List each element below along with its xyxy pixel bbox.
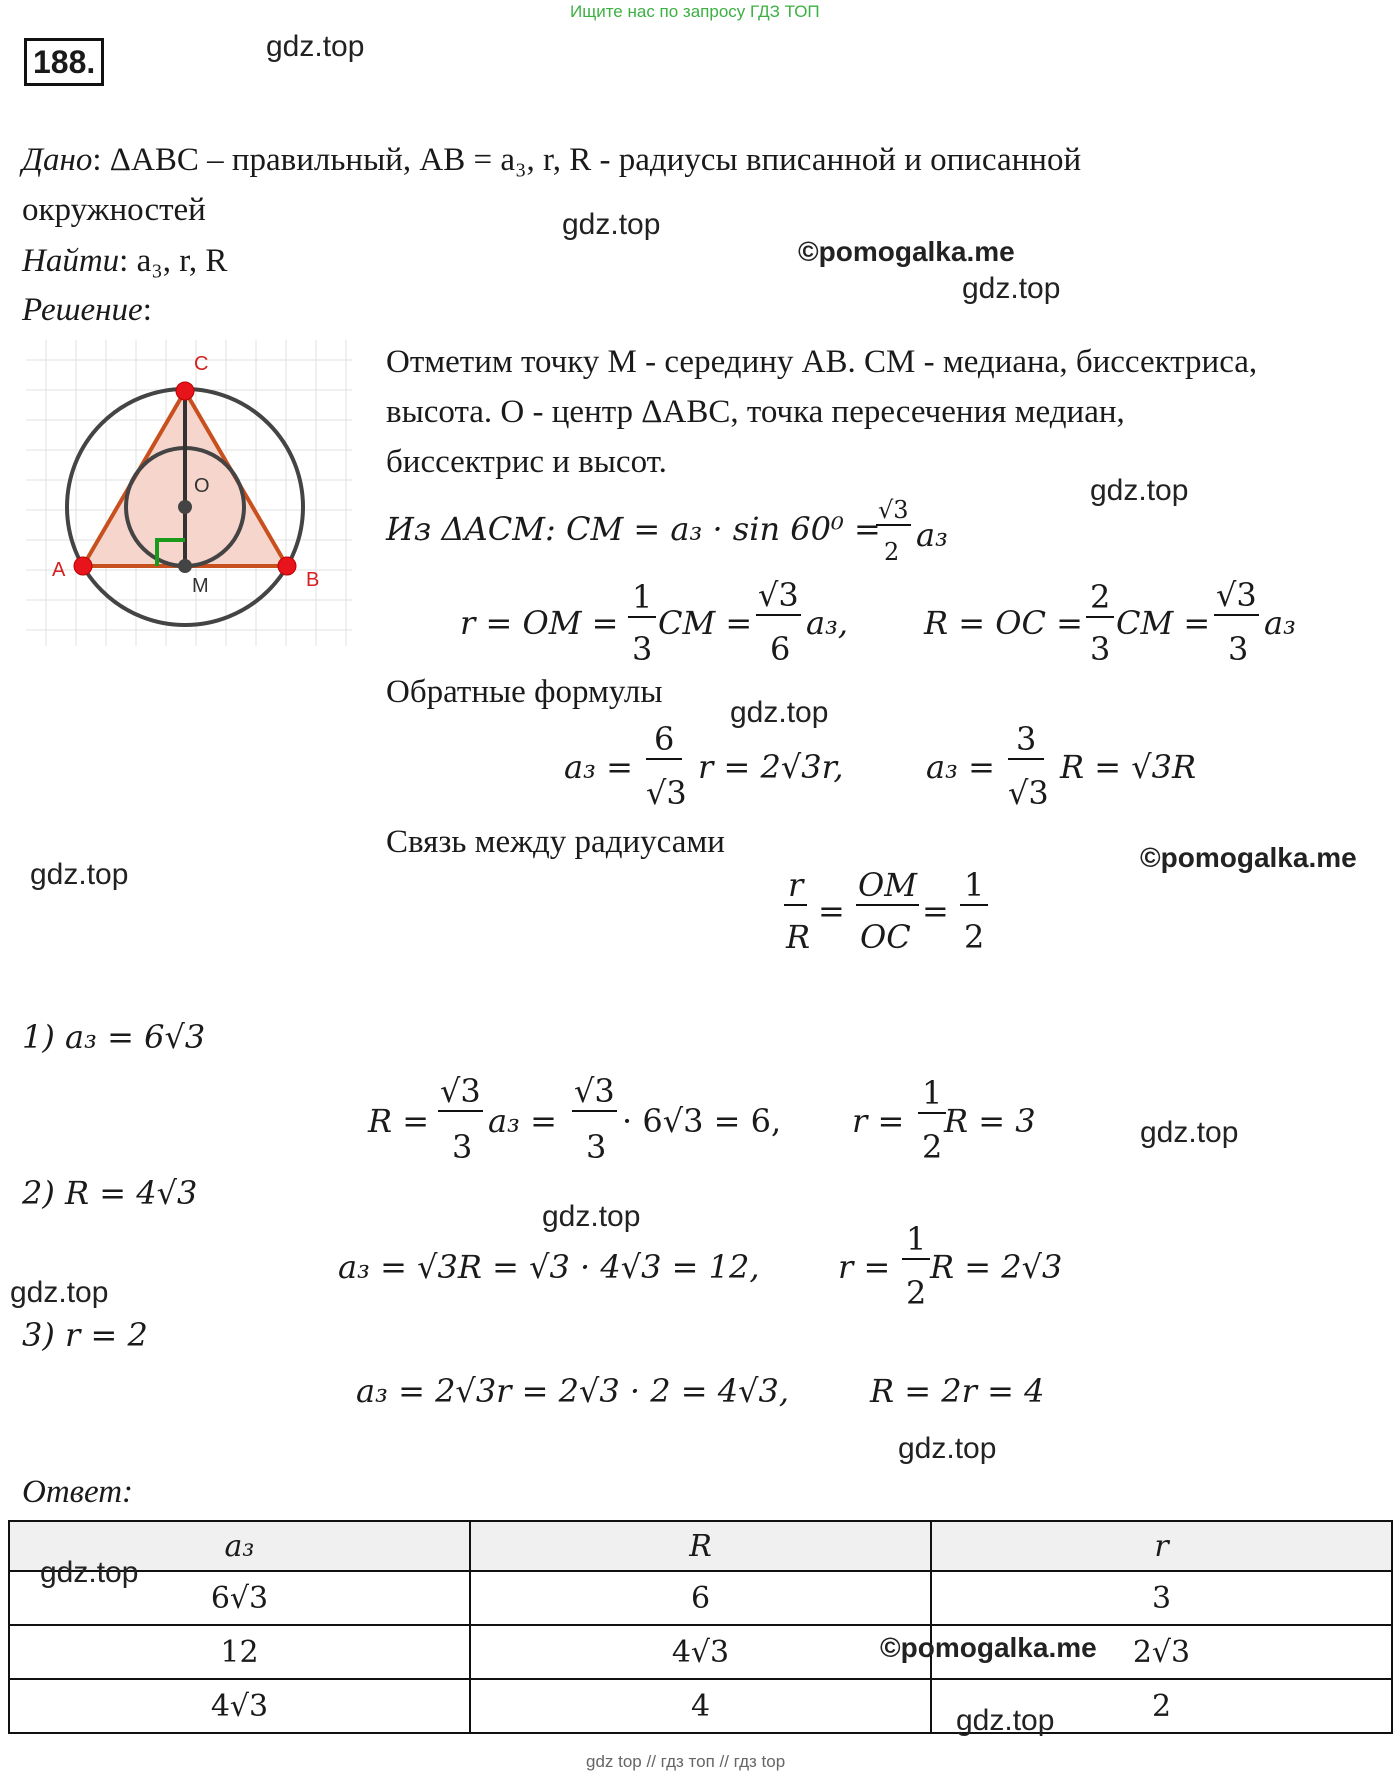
table-cell: 4√3 xyxy=(9,1679,470,1733)
table-cell: 6 xyxy=(470,1571,931,1625)
case2-r-tail: R = 2√3 xyxy=(930,1248,1063,1286)
solution-colon: : xyxy=(142,292,152,328)
answer-label xyxy=(22,1474,133,1511)
frac-1-3-num: 1 xyxy=(628,578,656,618)
case1-r-tail: R = 3 xyxy=(944,1102,1036,1140)
relation-title: Связь между радиусами xyxy=(386,824,725,860)
case1-frac2-num: √3 xyxy=(574,1072,615,1110)
frac-sqrt3-3-den: 3 xyxy=(1228,630,1249,668)
para-1: Отметим точку M - середину AB. CM - медиана, биссектриса, xyxy=(386,344,1258,380)
rel-half-den: 2 xyxy=(964,918,985,956)
rel-R: R xyxy=(786,918,811,956)
given-label: Дано xyxy=(22,142,93,178)
case1-half-num: 1 xyxy=(918,1074,946,1114)
table-cell: 4 xyxy=(470,1679,931,1733)
rel-oc: OC xyxy=(860,918,911,956)
formula-cm xyxy=(386,510,881,548)
case1-a3eq: a₃ = xyxy=(488,1102,557,1140)
problem-number: 188. xyxy=(24,38,104,86)
answer-colon: : xyxy=(122,1474,134,1510)
label-o: O xyxy=(194,475,210,497)
watermark-gdz: gdz.top xyxy=(730,696,829,729)
rel-eq-2: = xyxy=(922,892,949,930)
frac-2-3-den: 3 xyxy=(1090,630,1111,668)
answer-header-row xyxy=(9,1521,1392,1571)
label-a: A xyxy=(52,559,66,581)
case2-half-num: 1 xyxy=(902,1220,930,1260)
case3-line: a₃ = 2√3r = 2√3 · 2 = 4√3, xyxy=(356,1372,790,1410)
inv2-right: R = √3R xyxy=(1060,748,1197,786)
frac-2-den: 2 xyxy=(884,538,900,566)
answer-label-text: Ответ xyxy=(22,1474,123,1510)
watermark-gdz: gdz.top xyxy=(1140,1116,1239,1149)
find-label: Найти xyxy=(22,243,120,279)
formula-cm-text: Из ΔACM: CM = a₃ · sin 60⁰ = xyxy=(386,510,881,548)
table-cell: 6√3 xyxy=(9,1571,470,1625)
frac-1-3-den: 3 xyxy=(632,630,653,668)
case1-tail: · 6√3 = 6, xyxy=(622,1102,782,1140)
watermark-gdz: gdz.top xyxy=(956,1704,1055,1737)
find-line xyxy=(22,243,227,280)
table-row xyxy=(9,1679,1392,1733)
point-a xyxy=(74,557,92,575)
watermark-gdz: gdz.top xyxy=(1090,474,1189,507)
watermark-pomogalka: ©pomogalka.me xyxy=(1140,842,1357,873)
watermark-pomogalka: ©pomogalka.me xyxy=(880,1632,1097,1663)
table-row xyxy=(9,1625,1392,1679)
rel-om: OM xyxy=(858,866,917,904)
case2-half-den: 2 xyxy=(906,1274,927,1312)
find-text: : a₃, r, R xyxy=(119,243,228,279)
case1-frac1-den: 3 xyxy=(452,1128,473,1166)
frac-sqrt3-6-num: √3 xyxy=(758,576,799,614)
triangle-figure xyxy=(26,340,352,646)
given-text: : ΔABC – правильный, AB = a₃, r, R - радиусы вписанной и описанной xyxy=(92,142,1082,178)
table-row xyxy=(9,1571,1392,1625)
solution-line xyxy=(22,292,152,329)
para-2: высота. O - центр ΔABC, точка пересечения медиан, xyxy=(386,394,1125,430)
point-b xyxy=(278,557,296,575)
given-line-1 xyxy=(22,142,1081,179)
case2-title: 2) R = 4√3 xyxy=(22,1174,198,1212)
inv1-den: √3 xyxy=(646,774,687,812)
watermark-gdz: gdz.top xyxy=(898,1432,997,1465)
table-cell: 12 xyxy=(9,1625,470,1679)
watermark-gdz: gdz.top xyxy=(562,208,661,241)
case2-line: a₃ = √3R = √3 · 4√3 = 12, xyxy=(338,1248,760,1286)
label-c: C xyxy=(194,353,209,375)
frac-sqrt3-num: √3 xyxy=(878,496,909,524)
watermark-gdz: gdz.top xyxy=(266,30,365,63)
label-m: M xyxy=(192,575,209,597)
case2-r-left: r = xyxy=(838,1248,891,1286)
top-search-link[interactable]: Ищите нас по запросу ГДЗ ТОП xyxy=(570,2,820,21)
inverse-title: Обратные формулы xyxy=(386,674,663,710)
point-c xyxy=(176,382,194,400)
inv1-num: 6 xyxy=(646,720,682,760)
table-cell: 2 xyxy=(931,1679,1392,1733)
case3-R-line: R = 2r = 4 xyxy=(870,1372,1045,1410)
table-cell: 2√3 xyxy=(931,1625,1392,1679)
answer-header-R: R xyxy=(470,1521,931,1571)
formula-r-a3: a₃, xyxy=(806,604,849,642)
point-m xyxy=(178,559,192,573)
case1-half-den: 2 xyxy=(922,1128,943,1166)
case1-title: 1) a₃ = 6√3 xyxy=(22,1018,206,1056)
watermark-gdz: gdz.top xyxy=(962,272,1061,305)
rel-r: r xyxy=(784,866,807,906)
case1-r-left: r = xyxy=(852,1102,905,1140)
frac-sqrt3-6-den: 6 xyxy=(770,630,791,668)
watermark-gdz: gdz.top xyxy=(542,1200,641,1233)
formula-cm-a3: a₃ xyxy=(916,516,948,554)
inv2-den: √3 xyxy=(1008,774,1049,812)
solution-label: Решение xyxy=(22,292,143,328)
watermark-gdz: gdz.top xyxy=(10,1276,109,1309)
footer-links[interactable]: gdz top // гдз топ // гдз top xyxy=(586,1752,786,1771)
rel-half-num: 1 xyxy=(960,866,988,906)
watermark-gdz: gdz.top xyxy=(30,858,129,891)
answer-table xyxy=(8,1520,1393,1734)
case3-title: 3) r = 2 xyxy=(22,1316,148,1354)
frac-sqrt3-3-num: √3 xyxy=(1216,576,1257,614)
case1-R-left: R = xyxy=(368,1102,430,1140)
formula-R-cm: CM = xyxy=(1116,604,1211,642)
case1-frac1-num: √3 xyxy=(440,1072,481,1110)
case1-frac2-den: 3 xyxy=(586,1128,607,1166)
formula-R-a3: a₃ xyxy=(1264,604,1296,642)
inv1-left: a₃ = xyxy=(564,748,633,786)
formula-r-left: r = OM = xyxy=(460,604,619,642)
given-line-2: окружностей xyxy=(22,192,206,228)
formula-R-left: R = OC = xyxy=(924,604,1083,642)
inv2-num: 3 xyxy=(1008,720,1044,760)
watermark-gdz: gdz.top xyxy=(40,1556,139,1589)
table-cell: 4√3 xyxy=(470,1625,931,1679)
answer-header-r: r xyxy=(931,1521,1392,1571)
frac-2-3-num: 2 xyxy=(1086,578,1114,618)
answer-header-a3: a₃ xyxy=(9,1521,470,1571)
watermark-pomogalka: ©pomogalka.me xyxy=(798,236,1015,267)
rel-eq-1: = xyxy=(818,892,845,930)
para-3: биссектрис и высот. xyxy=(386,444,667,480)
inv2-left: a₃ = xyxy=(926,748,995,786)
label-b: B xyxy=(306,569,320,591)
point-o xyxy=(178,500,192,514)
inv1-right: r = 2√3r, xyxy=(698,748,844,786)
formula-r-cm: CM = xyxy=(658,604,753,642)
table-cell: 3 xyxy=(931,1571,1392,1625)
